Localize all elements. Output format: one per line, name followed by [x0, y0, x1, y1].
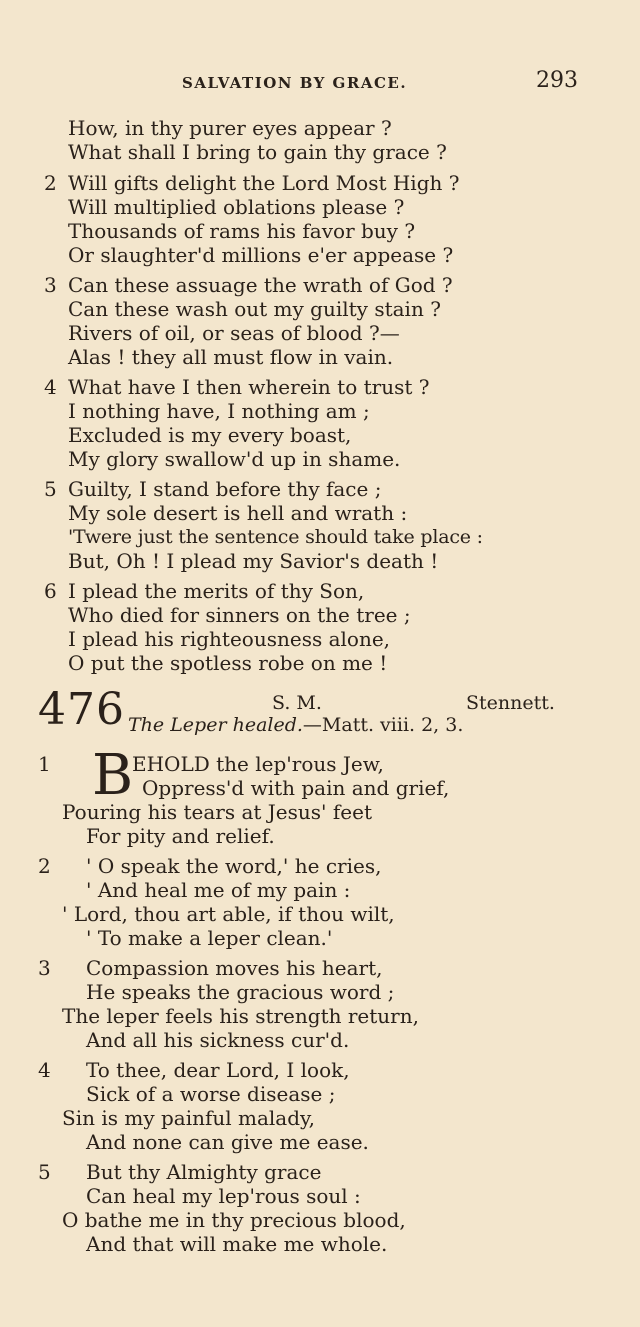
verse-line: Sin is my painful malady, — [62, 1106, 316, 1130]
verse-line: Compassion moves his heart, — [86, 956, 383, 980]
stanza-number: 2 — [44, 171, 57, 195]
verse-line: And that will make me whole. — [86, 1232, 388, 1256]
verse-line: ' O speak the word,' he cries, — [86, 854, 382, 878]
verse-line: Thousands of rams his favor buy ? — [68, 219, 416, 243]
page-number: 293 — [536, 68, 578, 93]
verse-line: He speaks the gracious word ; — [86, 980, 395, 1004]
hymn-meter: S. M. — [272, 692, 322, 714]
verse-line: Can these assuage the wrath of God ? — [68, 273, 453, 297]
hymn-subtitle — [128, 714, 463, 736]
verse-line: Will gifts delight the Lord Most High ? — [68, 171, 460, 195]
verse-line: ' Lord, thou art able, if thou wilt, — [62, 902, 395, 926]
verse-line: The leper feels his strength return, — [62, 1004, 419, 1028]
verse-line: But, Oh ! I plead my Savior's death ! — [68, 549, 439, 573]
page-header — [0, 68, 640, 98]
verse-line: My sole desert is hell and wrath : — [68, 501, 408, 525]
running-head: SALVATION BY GRACE. — [182, 74, 408, 92]
verse-line: I plead his righteousness alone, — [68, 627, 391, 651]
verse-line: To thee, dear Lord, I look, — [86, 1058, 350, 1082]
stanza-number: 3 — [38, 956, 51, 980]
verse-line: O bathe me in thy precious blood, — [62, 1208, 406, 1232]
verse-line: My glory swallow'd up in shame. — [68, 447, 401, 471]
verse-line: Can heal my lep'rous soul : — [86, 1184, 361, 1208]
verse-line: I nothing have, I nothing am ; — [68, 399, 370, 423]
verse-line: Will multiplied oblations please ? — [68, 195, 405, 219]
stanza-number: 1 — [38, 752, 51, 776]
stanza-number: 6 — [44, 579, 57, 603]
drop-cap: B — [92, 743, 134, 808]
verse-line: Oppress'd with pain and grief, — [142, 776, 450, 800]
verse-line: Who died for sinners on the tree ; — [68, 603, 411, 627]
stanza-number: 4 — [44, 375, 57, 399]
verse-line: What have I then wherein to trust ? — [68, 375, 430, 399]
verse-line: EHOLD the lep'rous Jew, — [132, 752, 384, 776]
stanza-number: 4 — [38, 1058, 51, 1082]
verse-line: Or slaughter'd millions e'er appease ? — [68, 243, 454, 267]
verse-line: Can these wash out my guilty stain ? — [68, 297, 441, 321]
stanza-number: 5 — [38, 1160, 51, 1184]
hymn-author: Stennett. — [466, 692, 555, 714]
verse-line: And all his sickness cur'd. — [86, 1028, 350, 1052]
verse-line: Alas ! they all must flow in vain. — [68, 345, 394, 369]
verse-line: Pouring his tears at Jesus' feet — [62, 800, 372, 824]
hymn-number: 476 — [38, 684, 125, 735]
stanza-number: 3 — [44, 273, 57, 297]
verse-line: ' And heal me of my pain : — [86, 878, 351, 902]
verse-line: 'Twere just the sentence should take place : — [68, 526, 483, 548]
verse-line: For pity and relief. — [86, 824, 275, 848]
verse-line: Rivers of oil, or seas of blood ?— — [68, 321, 400, 345]
verse-line: Guilty, I stand before thy face ; — [68, 477, 382, 501]
verse-line: What shall I bring to gain thy grace ? — [68, 140, 447, 164]
verse-line: O put the spotless robe on me ! — [68, 651, 388, 675]
scripture-reference: —Matt. viii. 2, 3. — [302, 714, 464, 736]
stanza-number: 5 — [44, 477, 57, 501]
stanza-number: 2 — [38, 854, 51, 878]
verse-line: But thy Almighty grace — [86, 1160, 322, 1184]
verse-line: I plead the merits of thy Son, — [68, 579, 365, 603]
verse-line: And none can give me ease. — [86, 1130, 369, 1154]
verse-line: Excluded is my every boast, — [68, 423, 352, 447]
hymn-title: The Leper healed. — [128, 714, 303, 736]
verse-line: How, in thy purer eyes appear ? — [68, 116, 392, 140]
verse-line: ' To make a leper clean.' — [86, 926, 333, 950]
verse-line: Sick of a worse disease ; — [86, 1082, 336, 1106]
